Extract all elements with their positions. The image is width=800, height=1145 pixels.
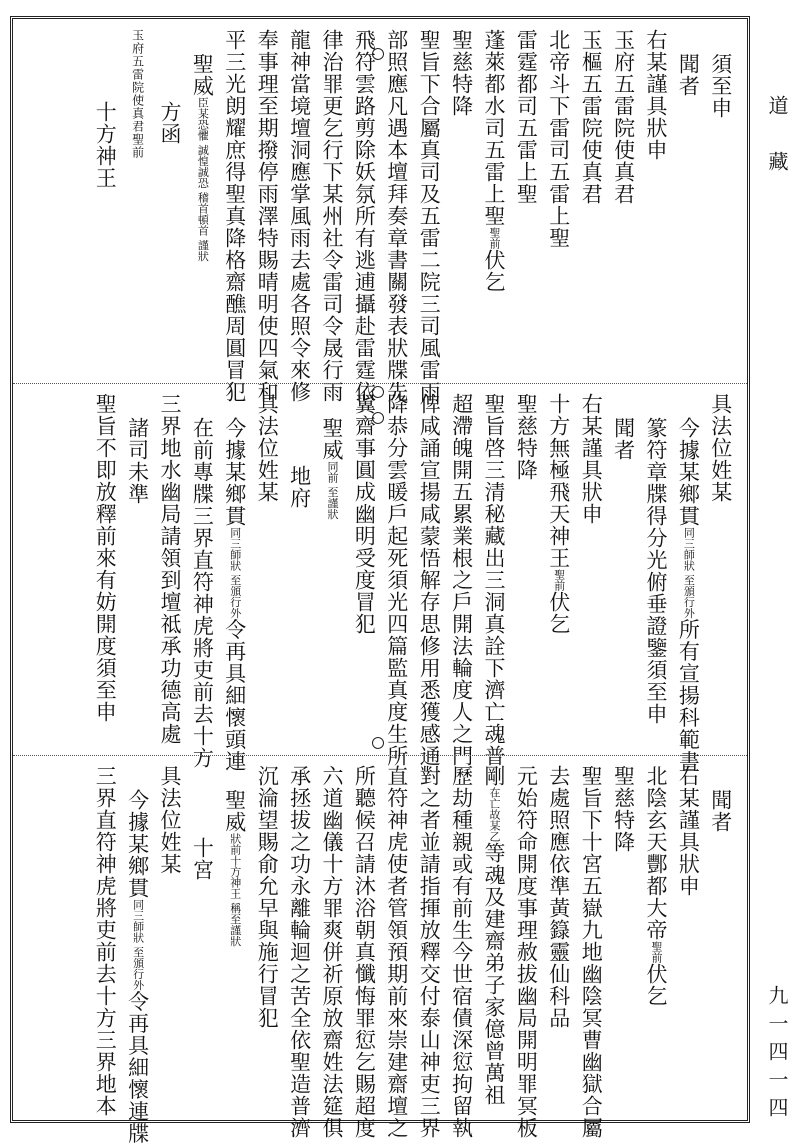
column-text: 十方無極飛天神王 bbox=[546, 393, 571, 569]
column-text: 雷霆都司五雷上聖 bbox=[514, 29, 539, 205]
column-text: 聖威 bbox=[222, 789, 247, 833]
column-text: 今據某鄉貫 bbox=[222, 417, 247, 527]
column-text: 蓬萊都水司五雷上聖 bbox=[482, 29, 506, 227]
text-column bbox=[511, 387, 541, 481]
column-text: 龍神當境壇洞應掌風雨去處各照令來修 bbox=[287, 29, 312, 403]
column-text: 具法位姓某 bbox=[708, 393, 733, 503]
text-column bbox=[673, 759, 703, 897]
column-text: 平三光朗耀庶得聖真降格齋醮周圓冒犯 bbox=[222, 29, 247, 403]
column-text: 部照應凡遇本壇拜奏章書關發表狀牒先 bbox=[384, 29, 409, 403]
column-text: 具法位姓某 bbox=[158, 765, 182, 875]
text-column bbox=[544, 759, 574, 1029]
text-column bbox=[220, 759, 250, 947]
text-column bbox=[641, 387, 671, 725]
interlinear-note: 在亡故某乙 bbox=[488, 787, 501, 842]
text-column bbox=[317, 759, 347, 1139]
column-text: 剛 bbox=[482, 765, 506, 787]
text-column bbox=[447, 23, 477, 117]
column-text: 玉府五雷院使真君 bbox=[611, 29, 636, 205]
text-column bbox=[123, 387, 153, 505]
column-text: 須至申 bbox=[708, 53, 733, 119]
column-tail-text: 等魂及建齋弟子家億曾萬祖 bbox=[482, 842, 506, 1106]
text-column bbox=[544, 23, 574, 249]
ring-mark bbox=[372, 412, 384, 424]
column-text: 歷劫種親或有前生今世宿債深愆拘留執 bbox=[449, 765, 474, 1139]
interlinear-note: 聖前 bbox=[488, 227, 501, 249]
column-tail-text: 伏乞 bbox=[482, 249, 506, 293]
text-column bbox=[285, 387, 315, 509]
text-column bbox=[706, 759, 736, 833]
column-text: 聖旨啓三清秘藏出三洞真詮下濟亡魂普 bbox=[482, 393, 506, 767]
column-text: 篆符章牒得分光俯垂證鑒須至申 bbox=[644, 417, 668, 725]
text-column bbox=[285, 759, 315, 1139]
column-text: 聞者 bbox=[708, 789, 733, 833]
text-column bbox=[220, 23, 250, 403]
column-text: 聖慈特降 bbox=[611, 765, 636, 853]
text-column bbox=[447, 387, 477, 767]
column-text: 俾咸誦宣揚咸蒙悟解存思修用悉獲感通 bbox=[417, 393, 442, 767]
column-text: 右某謹具狀申 bbox=[579, 393, 604, 525]
column-text: 十方神王 bbox=[93, 101, 118, 189]
column-text: 三界地水幽局請領到壇祗承功德高處 bbox=[158, 393, 182, 745]
column-tail-text: 令再具細懷連牒 bbox=[125, 990, 150, 1145]
text-column bbox=[155, 387, 185, 745]
column-text: 聖威 bbox=[320, 417, 344, 461]
text-column bbox=[155, 759, 185, 875]
register-middle bbox=[13, 383, 747, 773]
text-column bbox=[414, 759, 444, 1139]
text-column bbox=[641, 23, 671, 161]
text-column bbox=[576, 759, 606, 1139]
text-column bbox=[511, 759, 541, 1139]
text-column bbox=[576, 387, 606, 525]
text-column bbox=[706, 387, 736, 503]
column-tail-text: 伏乞 bbox=[546, 591, 571, 635]
column-text: 聖旨下十宮五嶽九地幽陰冥曹幽獄合屬 bbox=[579, 765, 604, 1139]
column-text: 聞者 bbox=[611, 417, 636, 461]
text-column bbox=[479, 759, 509, 1106]
text-column bbox=[187, 387, 217, 769]
text-column bbox=[252, 387, 282, 503]
text-column bbox=[349, 759, 379, 1139]
column-text: 奉事理至期撥停雨澤特賜晴明使四氣和 bbox=[255, 29, 280, 403]
column-text: 十宮 bbox=[190, 837, 215, 881]
register-bottom bbox=[13, 755, 747, 1145]
text-column bbox=[187, 23, 217, 262]
text-column bbox=[609, 387, 639, 461]
column-text: 對之者並請指揮放釋交付泰山神吏三界 bbox=[417, 765, 442, 1139]
column-tail-text: 所有宣揚科範書 bbox=[676, 618, 701, 773]
page-frame bbox=[10, 16, 750, 1145]
column-text: 方函 bbox=[158, 101, 182, 145]
column-text: 玉府五雷院使真君聖前 bbox=[130, 29, 145, 159]
column-text: 降恭分雲暖戶起死須光四篇監真度生所 bbox=[384, 393, 409, 767]
text-column bbox=[706, 23, 736, 119]
ring-mark bbox=[372, 737, 384, 749]
column-text: 玉樞五雷院使真君 bbox=[579, 29, 604, 205]
column-text: 承拯拔之功永離輪迴之苦全依聖造普濟 bbox=[287, 765, 312, 1139]
column-text: 去處照應依準黃籙靈仙科品 bbox=[546, 765, 571, 1029]
column-text: 右某謹具狀申 bbox=[644, 29, 668, 161]
text-column bbox=[187, 759, 217, 881]
text-column bbox=[317, 387, 347, 520]
text-column bbox=[511, 23, 541, 205]
column-text: 諸司未準 bbox=[125, 417, 150, 505]
column-text: 具法位姓某 bbox=[255, 393, 280, 503]
column-text: 聖威 bbox=[190, 53, 215, 97]
text-column bbox=[479, 23, 509, 293]
column-text: 今據某鄉貫 bbox=[676, 417, 701, 527]
column-text: 沉淪望賜俞允早與施行冒犯 bbox=[255, 765, 280, 1029]
text-column bbox=[285, 23, 315, 403]
interlinear-note: 同三師狀 至頒行外 bbox=[131, 899, 145, 991]
column-text: 元始符命開度事理赦拔幽局開明罪冥板 bbox=[514, 765, 539, 1139]
column-text: 聖旨下合屬真司及五雷二院三司風雷雨 bbox=[417, 29, 442, 403]
column-text: 超滯魄開五累業根之戶開法輪度人之門 bbox=[449, 393, 474, 767]
interlinear-note: 聖前 bbox=[552, 569, 566, 591]
text-column bbox=[90, 759, 120, 1117]
text-column bbox=[673, 23, 703, 97]
column-text: 翼齋事圓成幽明受度冒犯 bbox=[352, 393, 377, 635]
column-text: 在前專牒三界直符神虎將吏前去十方 bbox=[190, 417, 215, 769]
text-column bbox=[252, 23, 282, 403]
text-column bbox=[641, 759, 671, 1007]
column-text: 直符神虎使者管領預期前來崇建齋壇之 bbox=[384, 765, 409, 1139]
interlinear-note: 同三師狀 至頒行外 bbox=[682, 527, 696, 619]
text-column bbox=[609, 759, 639, 853]
column-text: 北帝斗下雷司五雷上聖 bbox=[546, 29, 571, 249]
column-text: 地府 bbox=[287, 465, 312, 509]
column-text: 三界直符神虎將吏前去十方三界地本 bbox=[93, 765, 118, 1117]
text-column bbox=[382, 387, 412, 767]
text-column bbox=[673, 387, 703, 773]
interlinear-note: 同前 至謹狀 bbox=[326, 461, 339, 520]
column-text: 聖慈特降 bbox=[449, 29, 474, 117]
interlinear-note: 聖前 bbox=[650, 941, 663, 963]
text-column bbox=[479, 387, 509, 767]
ring-mark bbox=[372, 48, 384, 60]
text-column bbox=[252, 759, 282, 1029]
interlinear-note: 狀前十方神王 稱至謹狀 bbox=[228, 833, 242, 947]
column-text: 飛符雲路剪除妖氛所有逃逋攝赴雷霆依 bbox=[352, 29, 377, 403]
text-column bbox=[123, 759, 153, 1145]
column-text: 聞者 bbox=[676, 53, 701, 97]
text-column bbox=[130, 23, 146, 159]
text-column bbox=[349, 387, 379, 635]
text-column bbox=[414, 387, 444, 767]
column-text: 右某謹具狀申 bbox=[676, 765, 701, 897]
column-text: 六道幽儀十方罪爽併祈原放齋姓法筵俱 bbox=[320, 765, 344, 1139]
text-column bbox=[609, 23, 639, 205]
register-top bbox=[13, 19, 747, 403]
text-column bbox=[414, 23, 444, 403]
text-column bbox=[317, 23, 347, 403]
text-column bbox=[544, 387, 574, 635]
text-column bbox=[382, 759, 412, 1139]
text-column bbox=[90, 387, 120, 723]
text-column bbox=[220, 387, 250, 773]
column-tail-text: 伏乞 bbox=[644, 963, 668, 1007]
text-column bbox=[447, 759, 477, 1139]
column-text: 聖旨不即放釋前來有妨開度須至申 bbox=[93, 393, 118, 723]
column-text: 所聽候召請沐浴朝真懺悔罪愆乞賜超度 bbox=[352, 765, 377, 1139]
text-column bbox=[90, 23, 120, 189]
column-text: 聖慈特降 bbox=[514, 393, 539, 481]
column-tail-text: 令再具細懷頭連 bbox=[222, 618, 247, 773]
collection-title: 道 藏 bbox=[765, 95, 789, 179]
text-column bbox=[155, 23, 185, 145]
column-text: 律治罪更乞行下某州社令雷司令晟行雨 bbox=[320, 29, 344, 403]
interlinear-note: 臣某恐懼 誠惶誠恐 稽首頓首 謹狀 bbox=[196, 97, 210, 262]
text-column bbox=[349, 23, 379, 403]
column-text: 北陰玄天酆都大帝 bbox=[644, 765, 668, 941]
column-text: 今據某鄉貫 bbox=[125, 789, 150, 899]
ring-mark bbox=[372, 386, 384, 398]
text-column bbox=[576, 23, 606, 205]
page-number: 九一四一四 bbox=[765, 985, 789, 1125]
interlinear-note: 同三師狀 至頒行外 bbox=[228, 527, 242, 619]
text-column bbox=[382, 23, 412, 403]
